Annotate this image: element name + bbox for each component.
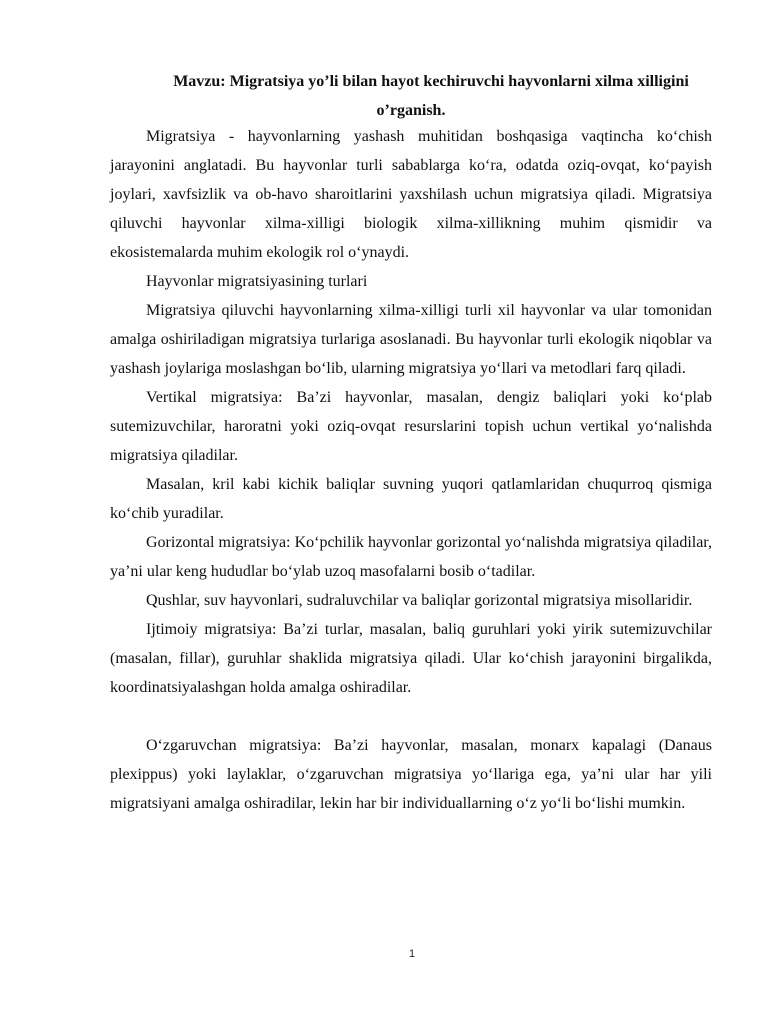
paragraph-vertical-example: Masalan, kril kabi kichik baliqlar suvning yuqori qatlamlaridan chuqurroq qismiga ko‘chib yuradilar.	[110, 476, 712, 522]
page-number: 1	[408, 948, 416, 960]
paragraph-horizontal-migration: Gorizontal migratsiya: Ko‘pchilik hayvonlar gorizontal yo‘nalishda migratsiya qiladilar, ya’ni ular keng hududlar bo‘ylab uzoq masofalarni bosib o‘tadilar.	[110, 534, 712, 580]
paragraph-variable-migration: O‘zgaruvchan migratsiya: Ba’zi hayvonlar, masalan, monarx kapalagi (Danaus plexippus) yoki laylaklar, o‘zgaruvchan migratsiya yo‘llariga ega, ya’ni ular har yili migratsiyani amalga oshiradilar, lekin har bir individuallarning o‘z yo‘li bo‘lishi mumkin.	[110, 737, 712, 812]
paragraph-social-migration: Ijtimoiy migratsiya: Ba’zi turlar, masalan, baliq guruhlari yoki yirik sutemizuvchilar (masalan, fillar), guruhlar shaklida migratsiya qiladi. Ular ko‘chish jarayonini birgalikda, koordinatsiyalashgan holda amalga oshiradilar.	[110, 621, 712, 696]
document-body	[110, 122, 712, 818]
paragraph-intro: Migratsiya - hayvonlarning yashash muhitidan boshqasiga vaqtincha ko‘chish jarayonini anglatadi. Bu hayvonlar turli sabablarga ko‘ra, odatda oziq-ovqat, ko‘payish joylari, xavfsizlik va ob-havo sharoitlarini yaxshilash uchun migratsiya qiladi. Migratsiya qiluvchi hayvonlar xilma-xilligi biologik xilma-xillikning muhim qismidir va ekosistemalarda muhim ekologik rol o‘ynaydi.	[110, 128, 712, 261]
paragraph-horizontal-example: Qushlar, suv hayvonlari, sudraluvchilar va baliqlar gorizontal migratsiya misollaridir.	[146, 592, 693, 609]
paragraph-diversity: Migratsiya qiluvchi hayvonlarning xilma-xilligi turli xil hayvonlar va ular tomonidan amalga oshiriladigan migratsiya turlariga asoslanadi. Bu hayvonlar turli ekologik niqoblar va yashash joylariga moslashgan bo‘lib, ularning migratsiya yo‘llari va metodlari farq qiladi.	[110, 302, 712, 377]
paragraph-vertical-migration: Vertikal migratsiya: Ba’zi hayvonlar, masalan, dengiz baliqlari yoki ko‘plab sutemizuvchilar, haroratni yoki oziq-ovqat resurslarini topish uchun vertikal yo‘nalishda migratsiya qiladilar.	[110, 389, 712, 464]
section-heading-migration-types: Hayvonlar migratsiyasining turlari	[146, 273, 368, 290]
document-title: Mavzu: Migratsiya yo’li bilan hayot kechiruvchi hayvonlarni xilma xilligini o’rganish.	[173, 73, 689, 119]
